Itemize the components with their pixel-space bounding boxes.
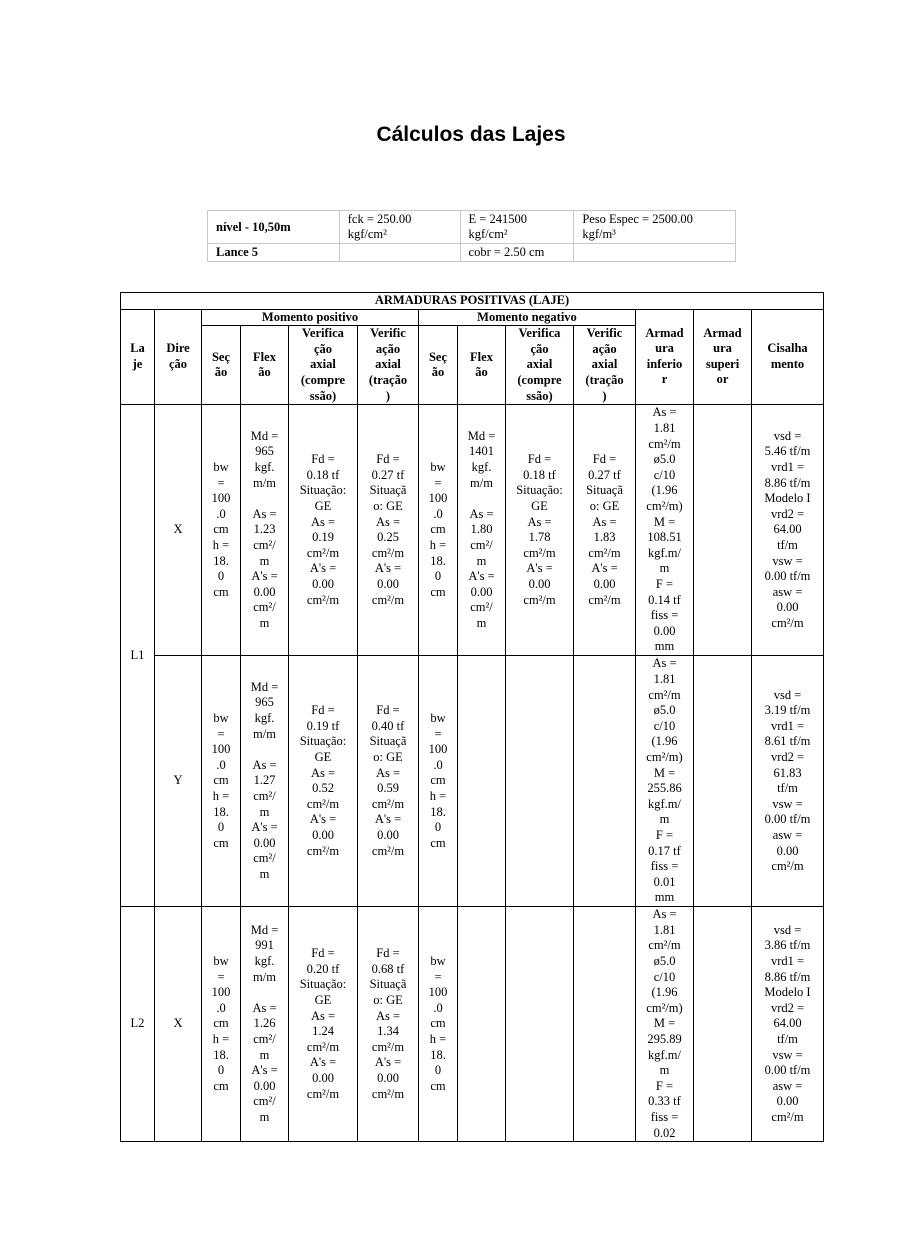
cell-flexao-pos: Md = 991 kgf. m/m As = 1.26 cm²/ m A's = 0.00 cm²/ m [241, 907, 289, 1142]
group-momento-negativo: Momento negativo [419, 309, 636, 326]
cell-verificacao-compressao-pos: Fd = 0.20 tf Situação: GE As = 1.24 cm²/m A's = 0.00 cm²/m [289, 907, 358, 1142]
slab-reinforcement-table [120, 292, 824, 1142]
header-secao-neg: Seç ão [419, 326, 458, 405]
elastic-modulus-value: E = 241500 kgf/cm² [460, 211, 574, 244]
cell-secao-neg: bw = 100 .0 cm h = 18. 0 cm [419, 405, 458, 656]
cell-cisalhamento: vsd = 5.46 tf/m vrd1 = 8.86 tf/m Modelo I vrd2 = 64.00 tf/m vsw = 0.00 tf/m asw = 0.00 cm²/m [752, 405, 824, 656]
cell-armadura-inferior: As = 1.81 cm²/m ø5.0 c/10 (1.96 cm²/m) M = 255.86 kgf.m/ m F = 0.17 tf fiss = 0.01 mm [636, 656, 694, 907]
header-secao-pos: Seç ão [202, 326, 241, 405]
cell-flexao-neg: Md = 1401 kgf. m/m As = 1.80 cm²/ m A's = 0.00 cm²/ m [458, 405, 506, 656]
header-flexao-neg: Flex ão [458, 326, 506, 405]
info-table [207, 210, 736, 262]
cell-direcao: Y [155, 656, 202, 907]
cell-verificacao-tracao-pos: Fd = 0.27 tf Situaçã o: GE As = 0.25 cm²/m A's = 0.00 cm²/m [358, 405, 419, 656]
page-title: Cálculos das Lajes [376, 123, 566, 146]
table-row [121, 907, 824, 1142]
header-armadura-superior: Armad ura superi or [694, 309, 752, 405]
cell-verificacao-compressao-neg: Fd = 0.18 tf Situação: GE As = 1.78 cm²/m A's = 0.00 cm²/m [506, 405, 574, 656]
cell-armadura-superior [694, 405, 752, 656]
header-verificacao-tracao-pos: Verific ação axial (tração ) [358, 326, 419, 405]
table-caption: ARMADURAS POSITIVAS (LAJE) [121, 293, 824, 310]
cell-secao-neg: bw = 100 .0 cm h = 18. 0 cm [419, 656, 458, 907]
cell-verificacao-compressao-neg [506, 656, 574, 907]
cell-verificacao-compressao-pos: Fd = 0.18 tf Situação: GE As = 0.19 cm²/m A's = 0.00 cm²/m [289, 405, 358, 656]
lance-label: Lance 5 [208, 244, 340, 262]
cell-flexao-neg [458, 907, 506, 1142]
header-direcao: Dire ção [155, 309, 202, 405]
cell-cisalhamento: vsd = 3.86 tf/m vrd1 = 8.86 tf/m Modelo I vrd2 = 64.00 tf/m vsw = 0.00 tf/m asw = 0.00 cm²/m [752, 907, 824, 1142]
header-laje: La je [121, 309, 155, 405]
specific-weight-value: Peso Espec = 2500.00 kgf/m³ [574, 211, 736, 244]
header-armadura-inferior: Armad ura inferio r [636, 309, 694, 405]
cell-flexao-pos: Md = 965 kgf. m/m As = 1.23 cm²/ m A's = 0.00 cm²/ m [241, 405, 289, 656]
cell-armadura-inferior: As = 1.81 cm²/m ø5.0 c/10 (1.96 cm²/m) M = 108.51 kgf.m/ m F = 0.14 tf fiss = 0.00 mm [636, 405, 694, 656]
cell-flexao-neg [458, 656, 506, 907]
header-flexao-pos: Flex ão [241, 326, 289, 405]
table-row [121, 405, 824, 656]
fck-value: fck = 250.00 kgf/cm² [339, 211, 460, 244]
cell-armadura-superior [694, 656, 752, 907]
cell-secao-pos: bw = 100 .0 cm h = 18. 0 cm [202, 405, 241, 656]
table-row [121, 656, 824, 907]
empty-cell [339, 244, 460, 262]
cell-secao-pos: bw = 100 .0 cm h = 18. 0 cm [202, 656, 241, 907]
header-verificacao-compressao-pos: Verifica ção axial (compre ssão) [289, 326, 358, 405]
cell-flexao-pos: Md = 965 kgf. m/m As = 1.27 cm²/ m A's = 0.00 cm²/ m [241, 656, 289, 907]
cell-armadura-superior [694, 907, 752, 1142]
cell-verificacao-compressao-pos: Fd = 0.19 tf Situação: GE As = 0.52 cm²/m A's = 0.00 cm²/m [289, 656, 358, 907]
cell-verificacao-tracao-neg [574, 656, 636, 907]
cell-verificacao-tracao-neg: Fd = 0.27 tf Situaçã o: GE As = 1.83 cm²/m A's = 0.00 cm²/m [574, 405, 636, 656]
group-momento-positivo: Momento positivo [202, 309, 419, 326]
cell-verificacao-compressao-neg [506, 907, 574, 1142]
cell-verificacao-tracao-neg [574, 907, 636, 1142]
header-verificacao-tracao-neg: Verific ação axial (tração ) [574, 326, 636, 405]
cell-laje: L1 [121, 405, 155, 907]
level-label: nível - 10,50m [208, 211, 340, 244]
cell-verificacao-tracao-pos: Fd = 0.40 tf Situaçã o: GE As = 0.59 cm²/m A's = 0.00 cm²/m [358, 656, 419, 907]
header-verificacao-compressao-neg: Verifica ção axial (compre ssão) [506, 326, 574, 405]
cover-value: cobr = 2.50 cm [460, 244, 574, 262]
cell-direcao: X [155, 405, 202, 656]
cell-verificacao-tracao-pos: Fd = 0.68 tf Situaçã o: GE As = 1.34 cm²/m A's = 0.00 cm²/m [358, 907, 419, 1142]
cell-direcao: X [155, 907, 202, 1142]
cell-cisalhamento: vsd = 3.19 tf/m vrd1 = 8.61 tf/m vrd2 = 61.83 tf/m vsw = 0.00 tf/m asw = 0.00 cm²/m [752, 656, 824, 907]
cell-secao-pos: bw = 100 .0 cm h = 18. 0 cm [202, 907, 241, 1142]
header-cisalhamento: Cisalha mento [752, 309, 824, 405]
cell-armadura-inferior: As = 1.81 cm²/m ø5.0 c/10 (1.96 cm²/m) M = 295.89 kgf.m/ m F = 0.33 tf fiss = 0.02 [636, 907, 694, 1142]
cell-laje: L2 [121, 907, 155, 1142]
empty-cell [574, 244, 736, 262]
cell-secao-neg: bw = 100 .0 cm h = 18. 0 cm [419, 907, 458, 1142]
